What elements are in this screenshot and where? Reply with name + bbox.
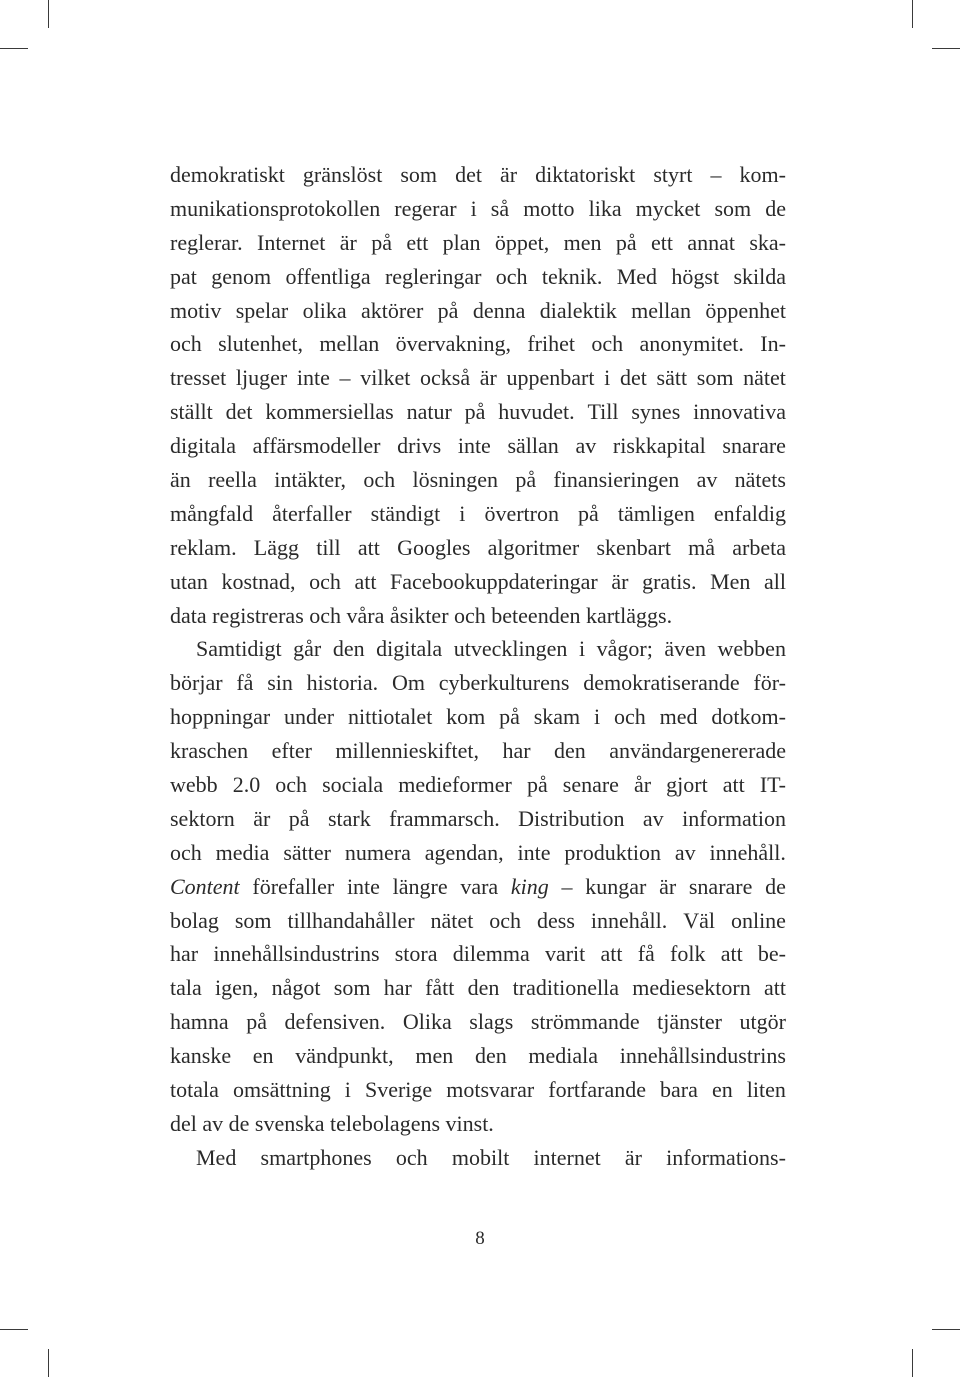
text-line: tala igen, något som har fått den traditionella mediesektorn att — [170, 975, 786, 1001]
text-line: och media sätter numera agendan, inte produktion av innehåll. — [170, 839, 786, 865]
text-line: har innehållsindustrins stora dilemma varit att få folk att be- — [170, 941, 786, 967]
text-line: totala omsättning i Sverige motsvarar fortfarande bara en liten — [170, 1077, 786, 1103]
text-line: Med smartphones och mobilt internet är informations- — [196, 1144, 786, 1170]
body-text — [170, 158, 786, 1175]
text-line: tresset ljuger inte – vilket också är uppenbart i det sätt som nätet — [170, 365, 786, 391]
text-line: Samtidigt går den digitala utvecklingen i vågor; även webben — [196, 636, 786, 662]
crop-mark-top-left — [48, 0, 49, 28]
text-line: demokratiskt gränslöst som det är diktatoriskt styrt – kom- — [170, 162, 786, 187]
text-line: reklam. Lägg till att Googles algoritmer skenbart må arbeta — [170, 534, 786, 560]
crop-mark-bottom-left — [48, 1349, 49, 1377]
text-line: utan kostnad, och att Facebookuppdateringar är gratis. Men all — [170, 568, 786, 594]
text-line: Content förefaller inte längre vara king – kungar är snarare de — [170, 873, 786, 899]
crop-mark-bottom-right-h — [932, 1329, 960, 1330]
text-line: börjar få sin historia. Om cyberkulturens demokratiserande för- — [170, 670, 786, 696]
text-line: reglerar. Internet är på ett plan öppet, men på ett annat ska- — [170, 229, 786, 255]
text-line: pat genom offentliga regleringar och teknik. Med högst skilda — [170, 263, 786, 289]
text-line: digitala affärsmodeller drivs inte sällan av riskkapital snarare — [170, 433, 786, 459]
text-line: kanske en vändpunkt, men den mediala innehållsindustrins — [170, 1043, 786, 1069]
text-line: bolag som tillhandahåller nätet och dess innehåll. Väl online — [170, 907, 786, 933]
crop-mark-top-left-h — [0, 48, 28, 49]
crop-mark-top-right-h — [932, 48, 960, 49]
text-line: hoppningar under nittiotalet kom på skam i och med dotkom- — [170, 704, 786, 730]
text-line: munikationsprotokollen regerar i så motto lika mycket som de — [170, 195, 786, 221]
text-line: hamna på defensiven. Olika slags strömmande tjänster utgör — [170, 1009, 786, 1035]
text-line: ställt det kommersiellas natur på huvudet. Till synes innovativa — [170, 399, 786, 425]
crop-mark-top-right — [912, 0, 913, 28]
crop-mark-bottom-right — [912, 1349, 913, 1377]
text-line: webb 2.0 och sociala medieformer på senare år gjort att IT- — [170, 772, 786, 798]
page-number: 8 — [475, 1228, 485, 1249]
text-line: data registreras och våra åsikter och beteenden kartläggs. — [170, 602, 673, 628]
text-line: och slutenhet, mellan övervakning, frihet och anonymitet. In- — [170, 331, 786, 357]
crop-mark-bottom-left-h — [0, 1329, 28, 1330]
text-line: mångfald återfaller ständigt i övertron på tämligen enfaldig — [170, 500, 786, 526]
text-line: motiv spelar olika aktörer på denna dialektik mellan öppenhet — [170, 297, 786, 323]
text-line: kraschen efter millennieskiftet, har den användargenererade — [170, 738, 786, 764]
text-line: än reella intäkter, och lösningen på finansieringen av nätets — [170, 467, 786, 493]
text-line: sektorn är på stark frammarsch. Distribution av information — [170, 805, 786, 831]
text-line: del av de svenska telebolagens vinst. — [170, 1110, 494, 1136]
